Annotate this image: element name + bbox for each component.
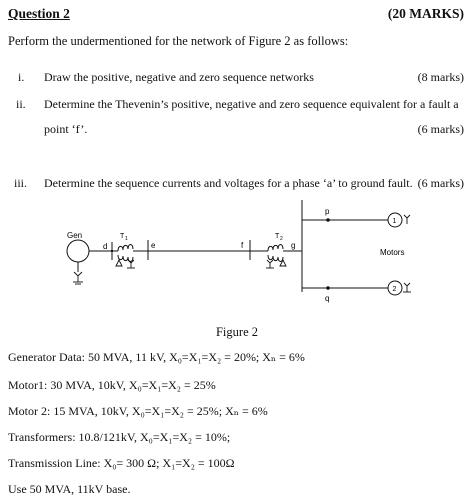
item-text-2a: Determine the Thevenin’s positive, negative and zero sequence equivalent for a fault a [44,97,459,111]
t1-subscript: 1 [125,236,128,242]
transmission-line-data: Transmission Line: X₀= 300 Ω; X₁=X₂ = 100Ω [8,456,235,470]
t2-label: T [275,233,280,240]
transformer-t1-secondary [118,255,133,262]
transformer-t2-secondary [268,255,283,262]
item-number-2: ii. [16,97,26,111]
motor-2-data: Motor 2: 15 MVA, 10kV, X₀=X₁=X₂ = 25%; Xₙ = 6% [8,404,268,418]
generator-symbol [67,240,89,262]
question-intro: Perform the undermentioned for the network of Figure 2 as follows: [8,34,349,48]
transformer-data: Transformers: 10.8/121kV, X₀=X₁=X₂ = 10%; [8,430,231,444]
item-marks-3: (6 marks) [417,176,464,190]
motor-1-label: 1 [392,218,397,225]
item-text-3: Determine the sequence currents and voltages for a phase ‘a’ to ground fault. [44,176,413,190]
t2-subscript: 2 [280,236,283,242]
transformer-t1-primary [118,245,133,252]
total-marks: (20 MARKS) [387,6,464,21]
item-number-3: iii. [14,176,28,190]
motor-2-wye-ground-icon [404,283,410,292]
item-number-1: i. [18,70,25,84]
question-title: Question 2 [8,6,70,21]
bus-p-label: p [325,207,330,216]
item-marks-2: (6 marks) [417,122,464,136]
motors-label: Motors [380,248,405,257]
bus-g-label: g [291,241,296,250]
t2-delta-icon [280,260,286,266]
generator-wye-ground-icon [74,272,82,282]
bus-d-label: d [103,242,108,251]
generator-data: Generator Data: 50 MVA, 11 kV, X₀=X₁=X₂ = 20%; Xₙ = 6% [8,350,305,364]
network-diagram [0,200,474,315]
bus-q-label: q [325,294,330,303]
item-text-2b: point ‘f’. [44,122,88,136]
motor-1-wye-icon [404,215,410,224]
figure-caption: Figure 2 [215,325,258,339]
base-values: Use 50 MVA, 11kV base. [8,482,131,496]
transformer-t2-primary [268,245,283,252]
bus-f-label: f [241,241,244,250]
motor-1-data: Motor1: 30 MVA, 10kV, X₀=X₁=X₂ = 25% [8,378,216,392]
item-marks-1: (8 marks) [417,70,464,84]
motor-2-label: 2 [392,286,397,293]
t2-wye-ground-icon [267,260,273,268]
t1-delta-icon [116,260,122,266]
item-text-1: Draw the positive, negative and zero sequence networks [44,70,314,84]
t1-label: T [120,233,125,240]
bus-e-label: e [151,241,156,250]
gen-label: Gen [67,231,83,240]
